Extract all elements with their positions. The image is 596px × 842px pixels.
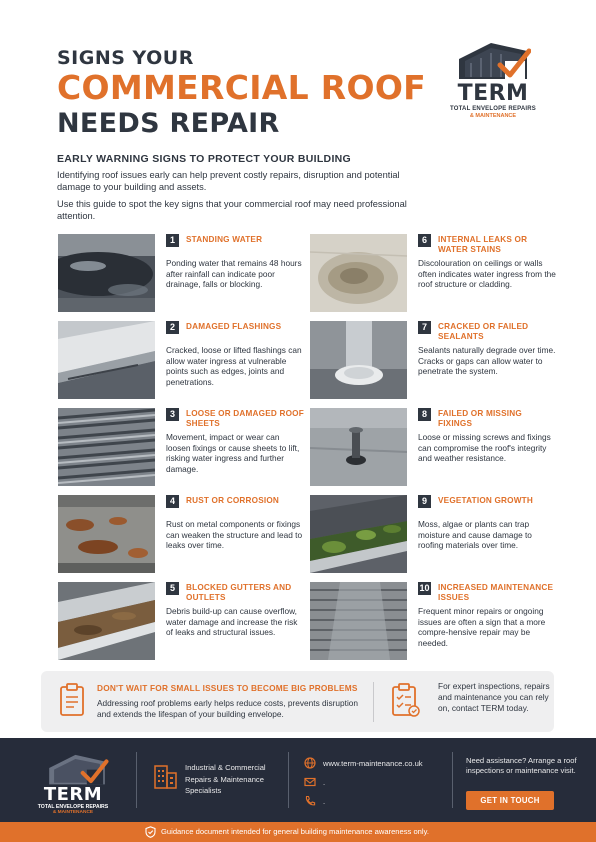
logo-tagline: TOTAL ENVELOPE REPAIRS	[450, 106, 536, 112]
sign-number: 9	[418, 495, 431, 508]
footer-divider	[288, 752, 289, 808]
sign-title: LOOSE OR DAMAGED ROOF SHEETS	[186, 409, 304, 428]
sign-title: FAILED OR MISSING FIXINGS	[438, 409, 522, 428]
sign-number: 6	[418, 234, 431, 247]
sign-number: 1	[166, 234, 179, 247]
sign-title: INTERNAL LEAKS OR WATER STAINS	[438, 235, 528, 254]
footer-logo-tagline-2: & MAINTENANCE	[52, 810, 94, 815]
shield-check-icon	[145, 826, 156, 838]
sign-number: 8	[418, 408, 431, 421]
standing-water-photo	[58, 234, 155, 312]
checklist-icon	[391, 683, 421, 719]
building-icon	[152, 760, 178, 790]
disclaimer-text: Guidance document intended for general building maintenance awareness only.	[161, 827, 429, 836]
sign-item-7	[310, 321, 560, 403]
sign-title: DAMAGED FLASHINGS	[186, 322, 282, 331]
vegetation-photo	[310, 495, 407, 573]
roof-sheets-photo	[58, 408, 155, 486]
callout-body: Addressing roof problems early helps reduce costs, prevents disruption and extends the lifespan of your building envelope.	[97, 698, 359, 719]
phone-icon	[304, 795, 316, 807]
footer-logo	[30, 750, 116, 814]
sign-number: 2	[166, 321, 179, 334]
sign-description: Movement, impact or wear can loosen fixings or cause sheets to lift, risking water ingress and further damage.	[166, 432, 300, 474]
logo-wordmark: TERM	[457, 81, 529, 106]
callout-divider	[373, 682, 374, 722]
sign-title: CRACKED OR FAILED SEALANTS	[438, 322, 529, 341]
sign-item-4	[58, 495, 308, 577]
sign-title: STANDING WATER	[186, 235, 263, 244]
sign-description: Rust on metal components or fixings can weaken the structure and lead to leaks over time.	[166, 519, 303, 551]
callout-contact-text: For expert inspections, repairs and maintenance you can rely on, contact TERM today.	[438, 681, 550, 713]
website-text: www.term-maintenance.co.uk	[323, 759, 423, 768]
sign-item-9	[310, 495, 560, 577]
term-logo	[443, 37, 543, 119]
building-logo-icon	[34, 750, 120, 786]
rust-photo	[58, 495, 155, 573]
email-text: .	[323, 778, 326, 787]
intro-paragraph-1: Identifying roof issues early can help prevent costly repairs, disruption and potential damage to your building and assets.	[57, 170, 400, 192]
sign-number: 7	[418, 321, 431, 334]
sign-item-2	[58, 321, 308, 403]
sign-title: VEGETATION GROWTH	[438, 496, 533, 505]
title-line-3: NEEDS REPAIR	[57, 108, 280, 139]
callout-box	[41, 671, 554, 732]
sign-description: Ponding water that remains 48 hours after rainfall can indicate poor drainage, falls or blocking.	[166, 258, 302, 290]
water-stain-photo	[310, 234, 407, 312]
logo-tagline-2: & MAINTENANCE	[469, 113, 517, 119]
footer-assistance-text: Need assistance? Arrange a roof inspections or maintenance visit.	[466, 756, 577, 775]
sign-title: BLOCKED GUTTERS AND OUTLETS	[186, 583, 292, 602]
sign-description: Moss, algae or plants can trap moisture and cause damage to roofing materials over time.	[418, 519, 532, 551]
globe-icon	[304, 757, 316, 769]
sealant-photo	[310, 321, 407, 399]
footer-services: Industrial & Commercial Repairs & Maintenance Specialists	[185, 763, 266, 795]
sign-description: Loose or missing screws and fixings can compromise the roof's integrity and weather resistance.	[418, 432, 551, 464]
footer-divider	[136, 752, 137, 808]
sign-number: 4	[166, 495, 179, 508]
footer	[0, 738, 596, 822]
phone-text: .	[323, 797, 326, 806]
sign-item-1	[58, 234, 308, 316]
envelope-icon	[304, 776, 316, 788]
disclaimer-bar	[0, 822, 596, 842]
callout-heading: DON'T WAIT FOR SMALL ISSUES TO BECOME BIG PROBLEMS	[97, 683, 358, 693]
maintenance-photo	[310, 582, 407, 660]
building-logo-icon	[455, 37, 531, 81]
sign-title: RUST OR CORROSION	[186, 496, 280, 505]
title-line-1: SIGNS YOUR	[57, 47, 194, 69]
intro-paragraph-2: Use this guide to spot the key signs that your commercial roof may need professional attention.	[57, 199, 407, 221]
sign-item-5	[58, 582, 308, 664]
sign-description: Discolouration on ceilings or walls often indicates water ingress from the roof structure or cladding.	[418, 258, 556, 290]
title-line-2: COMMERCIAL ROOF	[57, 68, 427, 107]
fixings-photo	[310, 408, 407, 486]
subheading: EARLY WARNING SIGNS TO PROTECT YOUR BUILDING	[57, 153, 352, 165]
sign-title: INCREASED MAINTENANCE ISSUES	[438, 583, 554, 602]
sign-item-3	[58, 408, 308, 490]
sign-number: 3	[166, 408, 179, 421]
footer-logo-tagline: TOTAL ENVELOPE REPAIRS	[37, 804, 109, 810]
clipboard-icon	[59, 683, 85, 717]
sign-description: Debris build-up can cause overflow, water damage and increase the risk of leaks and structural issues.	[166, 606, 298, 638]
gutter-photo	[58, 582, 155, 660]
sign-item-6	[310, 234, 560, 316]
sign-description: Sealants naturally degrade over time. Cracks or gaps can allow water to penetrate the system.	[418, 345, 556, 377]
sign-number: 10	[419, 583, 430, 593]
flashing-photo	[58, 321, 155, 399]
sign-item-8	[310, 408, 560, 490]
sign-description: Frequent minor repairs or ongoing issues are often a sign that a more compre-hensive repair may be needed.	[418, 606, 546, 648]
get-in-touch-button[interactable]: GET IN TOUCH	[466, 791, 554, 810]
sign-item-10	[310, 582, 560, 664]
sign-description: Cracked, loose or lifted flashings can allow water ingress at vulnerable points such as edges, joints and penetrations.	[166, 345, 302, 387]
sign-number: 5	[166, 582, 179, 595]
footer-divider	[452, 752, 453, 808]
footer-logo-wordmark: TERM	[43, 784, 103, 805]
